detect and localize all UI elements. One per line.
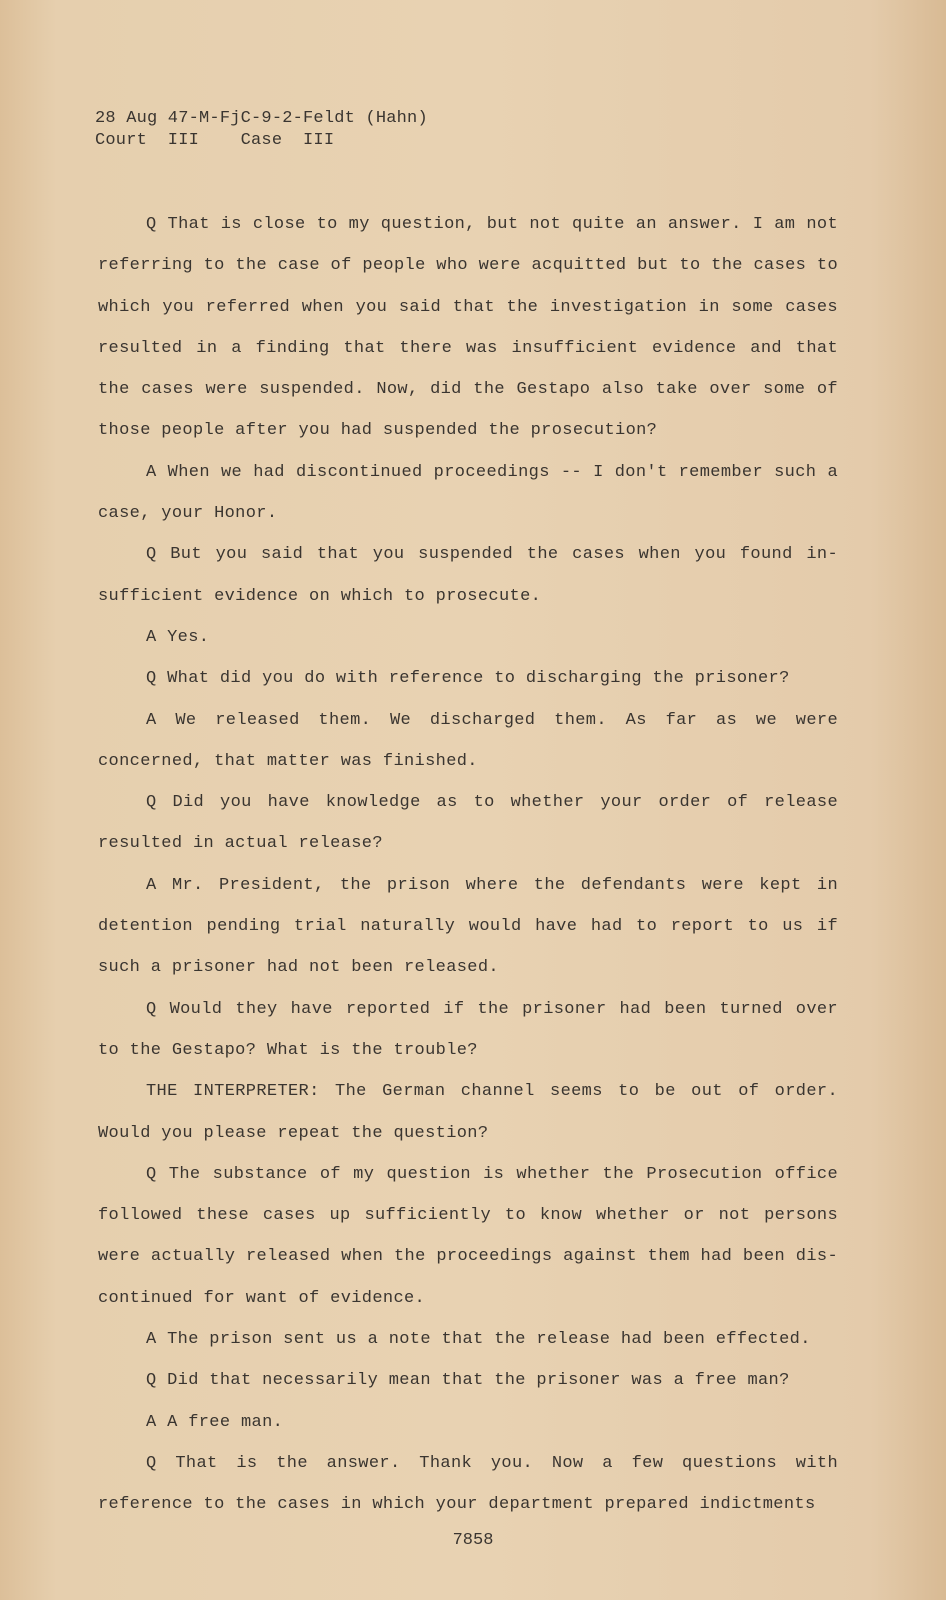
paragraph-question: Q That is the answer. Thank you. Now a few questions with reference to the cases in which your department prepared indictments (98, 1453, 838, 1515)
header-court-case: Court III Case III (95, 131, 335, 150)
paragraph-question: Q The substance of my question is whether the Prosecution office followed these cases up sufficiently to know whether or not persons were actually released when the proceedings against them had been dis-continued for want of evidence. (98, 1164, 838, 1308)
paragraph-answer: A A free man. (146, 1412, 284, 1432)
page-number: 7858 (452, 1531, 494, 1550)
paragraph-question: Q But you said that you suspended the cases when you found in-sufficient evidence on which to prosecute. (98, 545, 838, 606)
document-header (95, 108, 428, 152)
paragraph-answer: A When we had discontinued proceedings -- I don't remember such a case, your Honor. (98, 462, 838, 524)
transcript-body (98, 204, 838, 1526)
paragraph-question: Q Did that necessarily mean that the prisoner was a free man? (146, 1371, 790, 1391)
paragraph-question: Q What did you do with reference to discharging the prisoner? (146, 669, 790, 689)
paragraph-question: Q That is close to my question, but not quite an answer. I am not referring to the case of people who were acquitted but to the cases to which you referred when you said that the investigation in some cases resulted in a finding that there was insufficient evidence and that the cases were suspended. Now, did the Gestapo also take over some of those people after you had suspended the prosecution? (98, 215, 838, 441)
paragraph-answer: A We released them. We discharged them. As far as we were concerned, that matter was finished. (98, 710, 838, 771)
paragraph-answer: A Mr. President, the prison where the defendants were kept in detention pending trial naturally would have had to report to us if such a prisoner had not been released. (98, 875, 838, 978)
paragraph-interpreter: THE INTERPRETER: The German channel seems to be out of order. Would you please repeat the question? (98, 1082, 838, 1143)
paragraph-question: Q Did you have knowledge as to whether your order of release resulted in actual release? (98, 793, 838, 854)
header-reference: 28 Aug 47-M-FjC-9-2-Feldt (Hahn) (95, 109, 428, 128)
paragraph-answer: A The prison sent us a note that the release had been effected. (146, 1330, 811, 1350)
paragraph-question: Q Would they have reported if the prisoner had been turned over to the Gestapo? What is the trouble? (98, 999, 838, 1060)
paragraph-answer: A Yes. (146, 627, 210, 647)
